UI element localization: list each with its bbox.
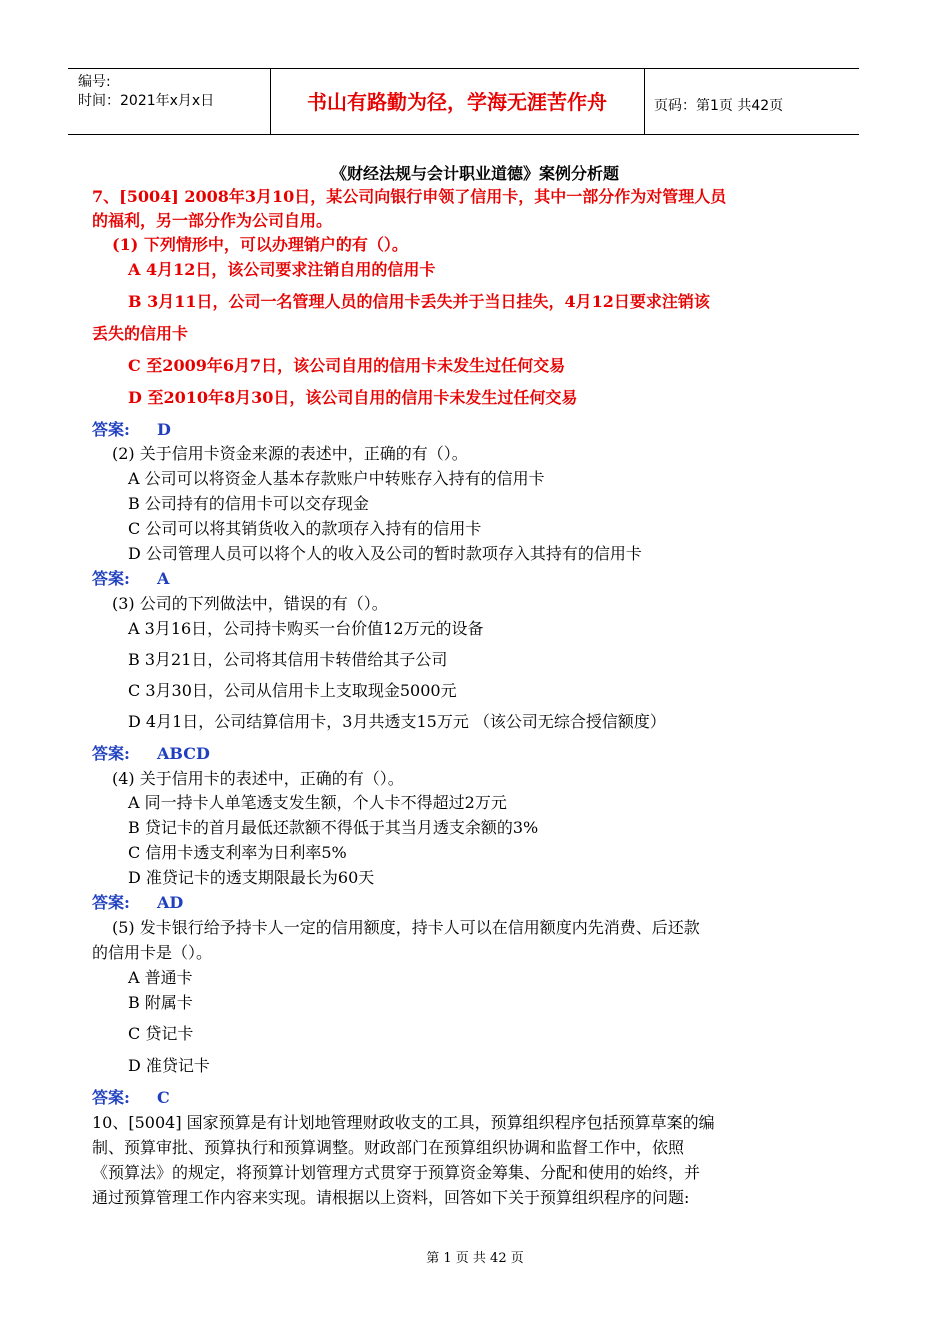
case10-line4: 通过预算管理工作内容来实现。请根据以上资料，回答如下关于预算组织程序的问题: bbox=[92, 1188, 690, 1207]
q1-answer-label: 答案: bbox=[92, 420, 130, 439]
q2-option-a: A 公司可以将资金人基本存款账户中转账存入持有的信用卡 bbox=[128, 469, 545, 488]
case10-line3: 《预算法》的规定，将预算计划管理方式贯穿于预算资金筹集、分配和使用的始终，并 bbox=[92, 1163, 701, 1182]
q1-option-a: A 4月12日，该公司要求注销自用的信用卡 bbox=[128, 260, 436, 279]
header-divider-right bbox=[644, 68, 645, 135]
case10-line1: 10、[5004] 国家预算是有计划地管理财政收支的工具，预算组织程序包括预算草案的编 bbox=[92, 1113, 715, 1132]
document-title: 《财经法规与会计职业道德》案例分析题 bbox=[330, 164, 619, 183]
q3-option-d: D 4月1日，公司结算信用卡，3月共透支15万元 （该公司无综合授信额度） bbox=[128, 712, 666, 731]
q4-answer-label: 答案: bbox=[92, 893, 130, 912]
q5-option-b: B 附属卡 bbox=[128, 993, 193, 1012]
q4-option-d: D 准贷记卡的透支期限最长为60天 bbox=[128, 868, 375, 887]
q3-stem: (3) 公司的下列做法中，错误的有（）。 bbox=[112, 594, 388, 613]
header-top-rule bbox=[68, 68, 859, 69]
number-label: 编号: bbox=[78, 74, 111, 90]
q2-option-c: C 公司可以将其销货收入的款项存入持有的信用卡 bbox=[128, 519, 482, 538]
case7-intro-line2: 的福利，另一部分作为公司自用。 bbox=[92, 211, 333, 230]
header-bottom-rule bbox=[68, 134, 859, 135]
q4-option-c: C 信用卡透支利率为日利率5% bbox=[128, 843, 347, 862]
q5-answer-label: 答案: bbox=[92, 1088, 130, 1107]
q5-option-c: C 贷记卡 bbox=[128, 1024, 194, 1043]
q5-option-a: A 普通卡 bbox=[128, 968, 193, 987]
q2-stem: (2) 关于信用卡资金来源的表述中，正确的有（）。 bbox=[112, 444, 468, 463]
q5-answer bbox=[92, 1088, 292, 1108]
q1-answer bbox=[92, 420, 292, 440]
q1-stem: (1) 下列情形中，可以办理销户的有（）。 bbox=[112, 235, 408, 254]
header-motto: 书山有路勤为径，学海无涯苦作舟 bbox=[307, 90, 607, 114]
page-label: 页码：第1页 共42页 bbox=[654, 98, 784, 114]
page-footer: 第 1 页 共 42 页 bbox=[426, 1251, 524, 1266]
q4-stem: (4) 关于信用卡的表述中，正确的有（）。 bbox=[112, 769, 404, 788]
q1-option-c: C 至2009年6月7日，该公司自用的信用卡未发生过任何交易 bbox=[128, 356, 566, 375]
q3-option-c: C 3月30日，公司从信用卡上支取现金5000元 bbox=[128, 681, 457, 700]
q4-answer bbox=[92, 893, 292, 913]
case7-intro-line1: 7、[5004] 2008年3月10日，某公司向银行申领了信用卡，其中一部分作为对管理人员 bbox=[92, 187, 727, 206]
time-label: 时间：2021年x月x日 bbox=[78, 93, 215, 109]
q5-stem-line2: 的信用卡是（）。 bbox=[92, 943, 213, 962]
case10-line2: 制、预算审批、预算执行和预算调整。财政部门在预算组织协调和监督工作中，依照 bbox=[92, 1138, 685, 1157]
q1-option-b-line2: 丢失的信用卡 bbox=[92, 324, 189, 343]
q5-option-d: D 准贷记卡 bbox=[128, 1056, 210, 1075]
q4-option-a: A 同一持卡人单笔透支发生额，个人卡不得超过2万元 bbox=[128, 793, 507, 812]
q2-answer-label: 答案: bbox=[92, 569, 130, 588]
q3-answer-value: ABCD bbox=[157, 744, 210, 763]
q1-option-d: D 至2010年8月30日，该公司自用的信用卡未发生过任何交易 bbox=[128, 388, 578, 407]
q5-answer-value: C bbox=[157, 1088, 170, 1107]
q1-answer-value: D bbox=[157, 420, 171, 439]
q3-answer-label: 答案: bbox=[92, 744, 130, 763]
q3-option-a: A 3月16日，公司持卡购买一台价值12万元的设备 bbox=[128, 619, 484, 638]
q1-option-b-line1: B 3月11日，公司一名管理人员的信用卡丢失并于当日挂失，4月12日要求注销该 bbox=[128, 292, 710, 311]
q3-option-b: B 3月21日，公司将其信用卡转借给其子公司 bbox=[128, 650, 448, 669]
q2-option-d: D 公司管理人员可以将个人的收入及公司的暂时款项存入其持有的信用卡 bbox=[128, 544, 642, 563]
q2-answer bbox=[92, 569, 292, 589]
q5-stem-line1: (5) 发卡银行给予持卡人一定的信用额度，持卡人可以在信用额度内先消费、后还款 bbox=[112, 918, 700, 937]
q2-answer-value: A bbox=[157, 569, 170, 588]
q3-answer bbox=[92, 744, 292, 764]
q4-answer-value: AD bbox=[157, 893, 184, 912]
q2-option-b: B 公司持有的信用卡可以交存现金 bbox=[128, 494, 369, 513]
q4-option-b: B 贷记卡的首月最低还款额不得低于其当月透支余额的3% bbox=[128, 818, 539, 837]
